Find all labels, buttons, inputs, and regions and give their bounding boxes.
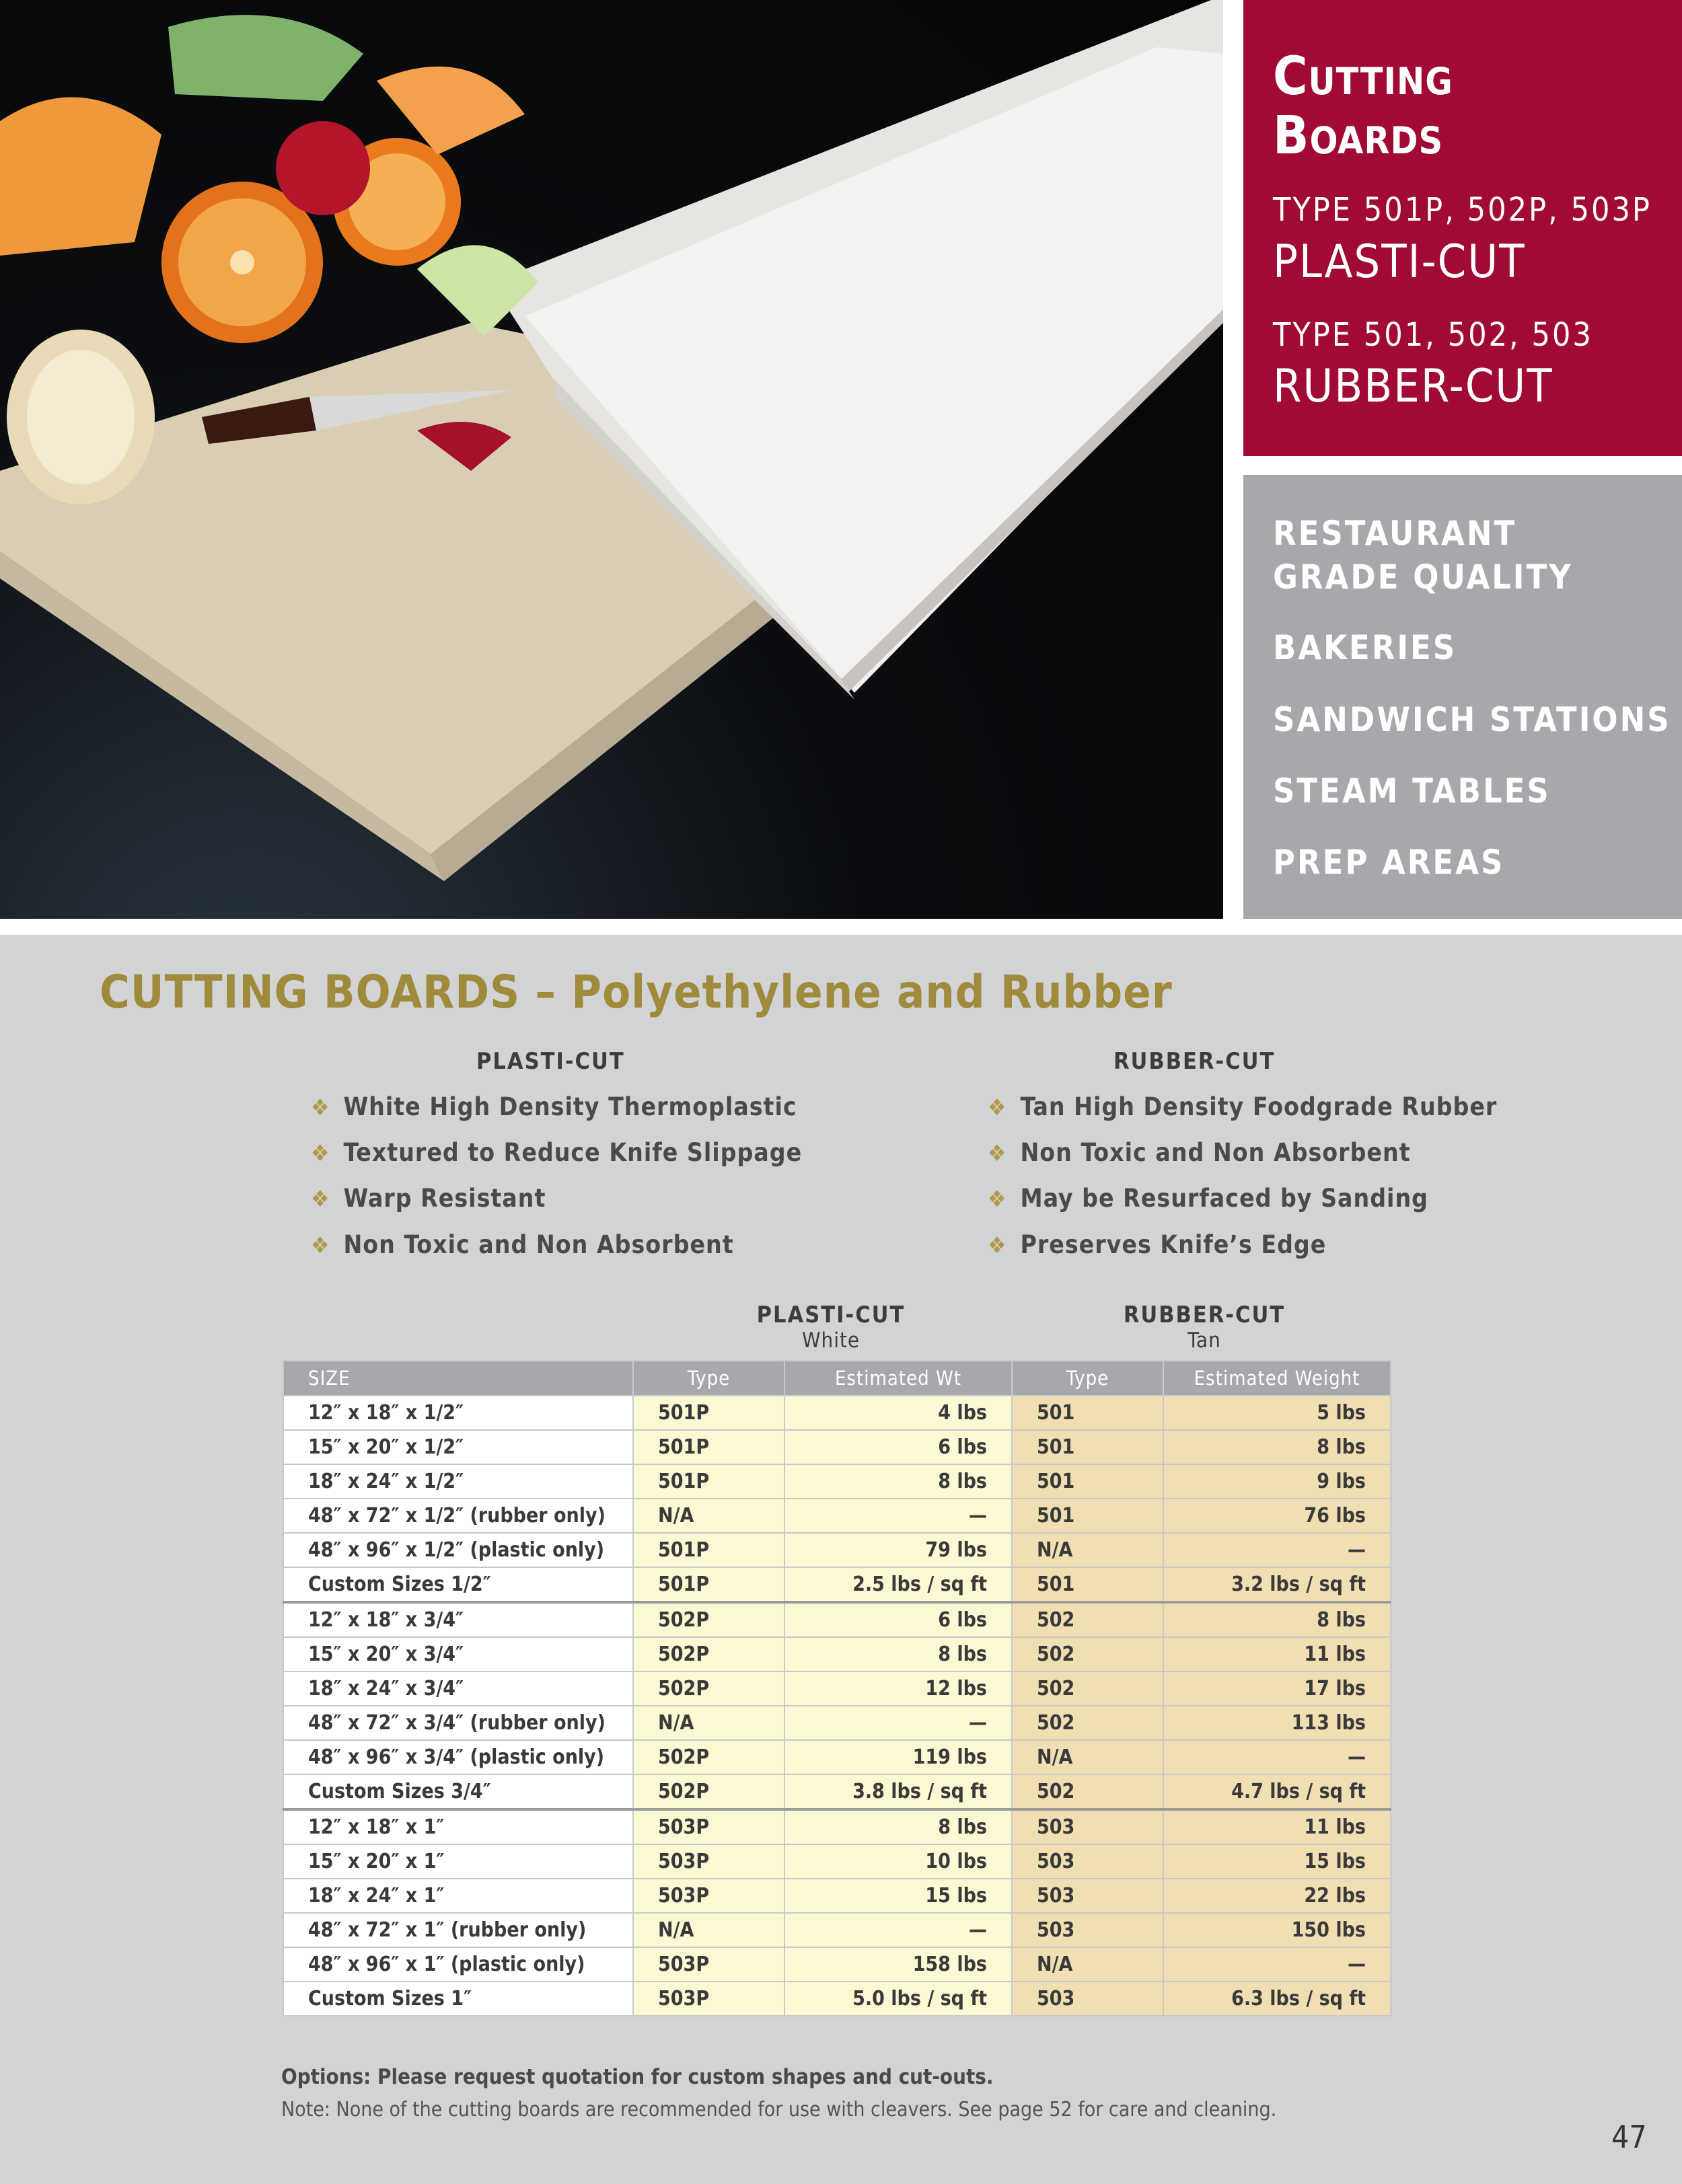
group-color: White bbox=[801, 1328, 861, 1353]
table-row bbox=[283, 1809, 1391, 1844]
table-row bbox=[283, 1913, 1391, 1947]
rubber-type-cell: 502 bbox=[1012, 1637, 1163, 1671]
column-header-rubber-type: Type bbox=[1012, 1361, 1163, 1396]
rubber-type-cell: 502 bbox=[1012, 1706, 1163, 1740]
column-header-rubber-weight: Estimated Weight bbox=[1163, 1361, 1391, 1396]
plastic-type-cell: 501P bbox=[633, 1396, 784, 1430]
rubber-type-cell: 501 bbox=[1012, 1567, 1163, 1602]
plastic-type-numbers: TYPE 501P, 502P, 503P bbox=[1273, 191, 1652, 229]
page-title bbox=[1273, 47, 1453, 165]
use-item: STEAM TABLES bbox=[1273, 771, 1551, 811]
rubber-weight-cell: 22 lbs bbox=[1163, 1879, 1391, 1913]
plastic-weight-cell: 2.5 lbs / sq ft bbox=[784, 1567, 1012, 1602]
size-cell: 18″ x 24″ x 1″ bbox=[283, 1879, 633, 1913]
rubber-product-name: RUBBER-CUT bbox=[1273, 360, 1553, 413]
rubber-weight-cell: 9 lbs bbox=[1163, 1464, 1391, 1499]
rubber-type-cell: N/A bbox=[1012, 1533, 1163, 1567]
rubber-weight-cell: 17 lbs bbox=[1163, 1671, 1391, 1706]
size-cell: Custom Sizes 1/2″ bbox=[283, 1567, 633, 1602]
diamond-bullet-icon: ❖ bbox=[311, 1094, 330, 1121]
size-cell: 48″ x 72″ x 1/2″ (rubber only) bbox=[283, 1499, 633, 1533]
size-cell: Custom Sizes 3/4″ bbox=[283, 1774, 633, 1809]
table-row bbox=[283, 1844, 1391, 1879]
title-line-2: Boards bbox=[1273, 106, 1444, 166]
size-cell: 48″ x 96″ x 1″ (plastic only) bbox=[283, 1947, 633, 1982]
group-name: RUBBER-CUT bbox=[1123, 1302, 1286, 1328]
rubber-weight-cell: 4.7 lbs / sq ft bbox=[1163, 1774, 1391, 1809]
plastic-type-cell: N/A bbox=[633, 1499, 784, 1533]
table-row bbox=[283, 1430, 1391, 1464]
rubber-weight-cell: 150 lbs bbox=[1163, 1913, 1391, 1947]
rubber-weight-cell: 11 lbs bbox=[1163, 1637, 1391, 1671]
size-cell: 15″ x 20″ x 1″ bbox=[283, 1844, 633, 1879]
plastic-type-cell: 501P bbox=[633, 1567, 784, 1602]
plastic-type-cell: 501P bbox=[633, 1464, 784, 1499]
plasti-feature: ❖ Non Toxic and Non Absorbent bbox=[311, 1230, 734, 1259]
size-cell: 12″ x 18″ x 1″ bbox=[283, 1809, 633, 1844]
plastic-type-cell: 503P bbox=[633, 1879, 784, 1913]
rubber-type-numbers: TYPE 501, 502, 503 bbox=[1273, 316, 1593, 354]
plastic-weight-cell: 12 lbs bbox=[784, 1671, 1012, 1706]
column-header-size: SIZE bbox=[283, 1361, 633, 1396]
plastic-type-cell: 503P bbox=[633, 1809, 784, 1844]
table-row bbox=[283, 1637, 1391, 1671]
rubber-type-cell: 501 bbox=[1012, 1499, 1163, 1533]
product-photo bbox=[0, 0, 1223, 919]
rubber-feature: ❖ Preserves Knife’s Edge bbox=[988, 1230, 1327, 1259]
rubber-feature: ❖ Non Toxic and Non Absorbent bbox=[988, 1138, 1411, 1167]
rubber-type-cell: 501 bbox=[1012, 1430, 1163, 1464]
size-cell: Custom Sizes 1″ bbox=[283, 1982, 633, 2016]
plastic-weight-cell: 8 lbs bbox=[784, 1464, 1012, 1499]
plastic-weight-cell: 3.8 lbs / sq ft bbox=[784, 1774, 1012, 1809]
plasti-feature: ❖ Textured to Reduce Knife Slippage bbox=[311, 1138, 803, 1167]
rubber-type-cell: 503 bbox=[1012, 1844, 1163, 1879]
plastic-type-cell: N/A bbox=[633, 1706, 784, 1740]
table-row bbox=[283, 1396, 1391, 1430]
rubber-feature: ❖ May be Resurfaced by Sanding bbox=[988, 1184, 1428, 1213]
size-cell: 12″ x 18″ x 1/2″ bbox=[283, 1396, 633, 1430]
plastic-weight-cell: 6 lbs bbox=[784, 1602, 1012, 1637]
cutting-board-illustration bbox=[0, 0, 1223, 919]
plastic-weight-cell: 8 lbs bbox=[784, 1637, 1012, 1671]
rubber-weight-cell: — bbox=[1163, 1533, 1391, 1567]
options-text: Options: Please request quotation for custom shapes and cut-outs. bbox=[281, 2065, 994, 2089]
plastic-weight-cell: 158 lbs bbox=[784, 1947, 1012, 1982]
column-header-plastic-weight: Estimated Wt bbox=[784, 1361, 1012, 1396]
rubber-type-cell: N/A bbox=[1012, 1740, 1163, 1774]
rubber-weight-cell: 8 lbs bbox=[1163, 1602, 1391, 1637]
plastic-type-cell: 502P bbox=[633, 1671, 784, 1706]
rubber-type-cell: 501 bbox=[1012, 1396, 1163, 1430]
size-cell: 15″ x 20″ x 3/4″ bbox=[283, 1637, 633, 1671]
table-row bbox=[283, 1567, 1391, 1602]
plastic-table-group-header bbox=[696, 1302, 965, 1353]
rubber-weight-cell: 5 lbs bbox=[1163, 1396, 1391, 1430]
use-item: PREP AREAS bbox=[1273, 843, 1505, 882]
rubber-weight-cell: 15 lbs bbox=[1163, 1844, 1391, 1879]
plastic-weight-cell: — bbox=[784, 1499, 1012, 1533]
rubber-type-cell: 503 bbox=[1012, 1879, 1163, 1913]
group-color: Tan bbox=[1187, 1328, 1221, 1353]
table-row bbox=[283, 1706, 1391, 1740]
rubber-weight-cell: 11 lbs bbox=[1163, 1809, 1391, 1844]
rubber-weight-cell: 6.3 lbs / sq ft bbox=[1163, 1982, 1391, 2016]
plasti-features-heading: PLASTI-CUT bbox=[476, 1048, 625, 1075]
plastic-type-cell: 501P bbox=[633, 1430, 784, 1464]
plastic-type-cell: N/A bbox=[633, 1913, 784, 1947]
plastic-weight-cell: 15 lbs bbox=[784, 1879, 1012, 1913]
plastic-type-cell: 502P bbox=[633, 1602, 784, 1637]
rubber-weight-cell: 8 lbs bbox=[1163, 1430, 1391, 1464]
rubber-type-cell: 503 bbox=[1012, 1982, 1163, 2016]
care-note: Note: None of the cutting boards are recommended for use with cleavers. See page 52 for care and cleaning. bbox=[281, 2098, 1277, 2121]
use-item: RESTAURANT bbox=[1273, 514, 1517, 553]
size-cell: 12″ x 18″ x 3/4″ bbox=[283, 1602, 633, 1637]
diamond-bullet-icon: ❖ bbox=[311, 1232, 330, 1259]
plastic-weight-cell: 10 lbs bbox=[784, 1844, 1012, 1879]
use-item: BAKERIES bbox=[1273, 628, 1457, 667]
rubber-table-group-header bbox=[1070, 1302, 1339, 1353]
size-cell: 18″ x 24″ x 3/4″ bbox=[283, 1671, 633, 1706]
use-item: GRADE QUALITY bbox=[1273, 558, 1573, 597]
plastic-weight-cell: — bbox=[784, 1913, 1012, 1947]
title-line-1: Cutting bbox=[1273, 46, 1453, 107]
plastic-type-cell: 502P bbox=[633, 1637, 784, 1671]
rubber-type-cell: 502 bbox=[1012, 1671, 1163, 1706]
plasti-feature: ❖ White High Density Thermoplastic bbox=[311, 1092, 797, 1121]
rubber-weight-cell: 113 lbs bbox=[1163, 1706, 1391, 1740]
diamond-bullet-icon: ❖ bbox=[988, 1094, 1007, 1121]
size-cell: 15″ x 20″ x 1/2″ bbox=[283, 1430, 633, 1464]
plastic-type-cell: 503P bbox=[633, 1844, 784, 1879]
uses-panel bbox=[1243, 475, 1682, 919]
column-header-plastic-type: Type bbox=[633, 1361, 784, 1396]
table-header-row bbox=[283, 1361, 1391, 1396]
size-cell: 48″ x 96″ x 3/4″ (plastic only) bbox=[283, 1740, 633, 1774]
table-row bbox=[283, 1879, 1391, 1913]
use-item: SANDWICH STATIONS bbox=[1273, 700, 1671, 739]
table-row bbox=[283, 1464, 1391, 1499]
rubber-weight-cell: — bbox=[1163, 1947, 1391, 1982]
rubber-weight-cell: 76 lbs bbox=[1163, 1499, 1391, 1533]
rubber-type-cell: N/A bbox=[1012, 1947, 1163, 1982]
plastic-type-cell: 503P bbox=[633, 1982, 784, 2016]
plastic-weight-cell: — bbox=[784, 1706, 1012, 1740]
diamond-bullet-icon: ❖ bbox=[988, 1232, 1007, 1259]
table-row bbox=[283, 1533, 1391, 1567]
plastic-type-cell: 502P bbox=[633, 1774, 784, 1809]
section-title: CUTTING BOARDS – Polyethylene and Rubber bbox=[100, 966, 1173, 1019]
plastic-type-cell: 501P bbox=[633, 1533, 784, 1567]
diamond-bullet-icon: ❖ bbox=[988, 1140, 1007, 1167]
plastic-type-cell: 503P bbox=[633, 1947, 784, 1982]
plastic-weight-cell: 119 lbs bbox=[784, 1740, 1012, 1774]
table-row bbox=[283, 1982, 1391, 2016]
rubber-features-heading: RUBBER-CUT bbox=[1113, 1048, 1276, 1075]
plastic-weight-cell: 79 lbs bbox=[784, 1533, 1012, 1567]
table-row bbox=[283, 1740, 1391, 1774]
table-row bbox=[283, 1774, 1391, 1809]
size-cell: 48″ x 72″ x 1″ (rubber only) bbox=[283, 1913, 633, 1947]
rubber-type-cell: 502 bbox=[1012, 1602, 1163, 1637]
plastic-weight-cell: 6 lbs bbox=[784, 1430, 1012, 1464]
rubber-weight-cell: — bbox=[1163, 1740, 1391, 1774]
title-panel bbox=[1243, 0, 1682, 456]
diamond-bullet-icon: ❖ bbox=[988, 1186, 1007, 1213]
table-body bbox=[283, 1396, 1391, 2016]
size-cell: 48″ x 96″ x 1/2″ (plastic only) bbox=[283, 1533, 633, 1567]
rubber-type-cell: 503 bbox=[1012, 1809, 1163, 1844]
rubber-feature: ❖ Tan High Density Foodgrade Rubber bbox=[988, 1092, 1498, 1121]
rubber-type-cell: 502 bbox=[1012, 1774, 1163, 1809]
plastic-product-name: PLASTI-CUT bbox=[1273, 235, 1526, 289]
size-cell: 48″ x 72″ x 3/4″ (rubber only) bbox=[283, 1706, 633, 1740]
specs-table bbox=[283, 1360, 1391, 2017]
rubber-weight-cell: 3.2 lbs / sq ft bbox=[1163, 1567, 1391, 1602]
group-name: PLASTI-CUT bbox=[756, 1302, 906, 1328]
size-cell: 18″ x 24″ x 1/2″ bbox=[283, 1464, 633, 1499]
rubber-type-cell: 503 bbox=[1012, 1913, 1163, 1947]
table-row bbox=[283, 1671, 1391, 1706]
diamond-bullet-icon: ❖ bbox=[311, 1140, 330, 1167]
plastic-weight-cell: 4 lbs bbox=[784, 1396, 1012, 1430]
table-row bbox=[283, 1602, 1391, 1637]
diamond-bullet-icon: ❖ bbox=[311, 1186, 330, 1213]
plastic-type-cell: 502P bbox=[633, 1740, 784, 1774]
plastic-weight-cell: 8 lbs bbox=[784, 1809, 1012, 1844]
plastic-weight-cell: 5.0 lbs / sq ft bbox=[784, 1982, 1012, 2016]
table-row bbox=[283, 1499, 1391, 1533]
rubber-type-cell: 501 bbox=[1012, 1464, 1163, 1499]
plasti-feature: ❖ Warp Resistant bbox=[311, 1184, 546, 1213]
table-row bbox=[283, 1947, 1391, 1982]
page-number: 47 bbox=[1611, 2119, 1647, 2155]
